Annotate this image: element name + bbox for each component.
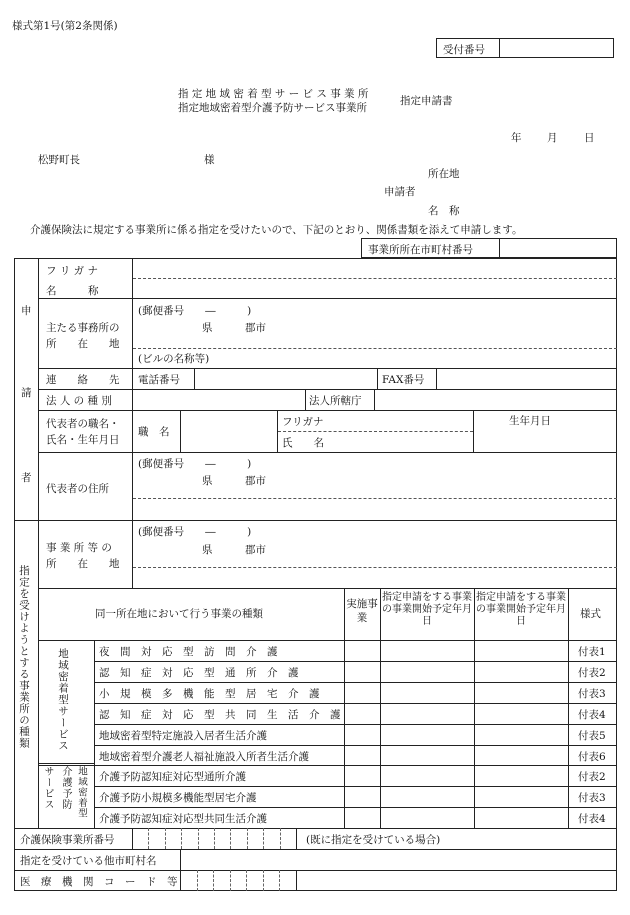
rep-address-city: 郡市 xyxy=(245,475,266,487)
date-month: 月 xyxy=(547,132,558,144)
service-start-date-field[interactable] xyxy=(475,683,567,702)
service-name: 介護予防小規模多機能型居宅介護 xyxy=(99,792,257,804)
job-title-label: 職 名 xyxy=(138,426,170,438)
service-impl-field[interactable] xyxy=(345,766,379,785)
rep-address-label: 代表者の住所 xyxy=(46,483,109,495)
service-form-ref: 付表4 xyxy=(578,813,606,825)
insurance-number-digit[interactable] xyxy=(133,829,147,848)
service-name: 認 知 症 対 応 型 共 同 生 活 介 護 xyxy=(99,709,341,721)
insurance-number-digit[interactable] xyxy=(199,829,213,848)
side-label-sei: 請 xyxy=(21,387,32,399)
service-name: 介護予防認知症対応型通所介護 xyxy=(99,771,246,783)
service-form-ref: 付表1 xyxy=(578,646,606,658)
service-type-header: 同一所在地において行う事業の種類 xyxy=(95,608,263,620)
medical-code-digit[interactable] xyxy=(214,871,229,890)
contact-label: 連 絡 先 xyxy=(46,374,120,386)
service-row xyxy=(95,703,617,724)
applicant-name-label: 名 称 xyxy=(46,285,99,297)
service-start-date-field[interactable] xyxy=(475,641,567,660)
medical-code-digit[interactable] xyxy=(264,871,279,890)
service-start-date-field[interactable] xyxy=(475,746,567,765)
receipt-number-field[interactable] xyxy=(499,39,613,57)
service-name: 小 規 模 多 機 能 型 居 宅 介 護 xyxy=(99,688,320,700)
service-start-date-field[interactable] xyxy=(475,662,567,681)
tel-field[interactable] xyxy=(196,370,376,387)
medical-code-digit[interactable] xyxy=(280,871,295,890)
medical-code-digit[interactable] xyxy=(247,871,262,890)
service-name: 地域密着型介護老人福祉施設入所者生活介護 xyxy=(99,751,309,763)
rep-label-1: 代表者の職名・ xyxy=(46,418,120,430)
form-number: 様式第1号(第2条関係) xyxy=(12,20,118,32)
service-form-ref: 付表4 xyxy=(578,709,606,721)
corp-authority-field[interactable] xyxy=(376,391,616,408)
municipality-number-box xyxy=(361,238,617,258)
job-title-field[interactable] xyxy=(182,412,276,450)
service-form-ref: 付表3 xyxy=(578,688,606,700)
service-impl-field[interactable] xyxy=(345,787,379,806)
service-start-date-field[interactable] xyxy=(475,766,567,785)
service-start-date-field[interactable] xyxy=(475,704,567,723)
main-office-building: (ビルの名称等) xyxy=(138,353,210,365)
medical-code-label: 医 療 機 関 コ ー ド 等 xyxy=(20,876,178,888)
service-row xyxy=(95,724,617,745)
service-start-date-field[interactable] xyxy=(475,725,567,744)
group-community-label: 地域密着型サービス xyxy=(57,648,69,752)
corp-authority-label: 法人所轄庁 xyxy=(309,395,362,407)
office-city: 郡市 xyxy=(245,544,266,556)
office-location-label-1: 事 業 所 等 の xyxy=(46,542,112,554)
service-impl-field[interactable] xyxy=(345,746,379,765)
service-start-date-field[interactable] xyxy=(381,704,473,723)
medical-code-digit[interactable] xyxy=(181,871,196,890)
title-suffix: 指定申請書 xyxy=(400,95,453,107)
service-name: 認 知 症 対 応 型 通 所 介 護 xyxy=(99,667,299,679)
furigana-field[interactable] xyxy=(134,260,616,277)
main-office-pref: 県 xyxy=(202,322,213,334)
rep-furigana-label: フリガナ xyxy=(282,416,324,428)
side-label-shin: 申 xyxy=(21,305,32,317)
date-day: 日 xyxy=(584,132,595,144)
fax-field[interactable] xyxy=(438,370,616,387)
other-municipality-field[interactable] xyxy=(182,851,616,869)
insurance-number-digit[interactable] xyxy=(166,829,180,848)
service-impl-field[interactable] xyxy=(345,704,379,723)
applicant-name-field[interactable] xyxy=(134,280,616,297)
service-start-date-field[interactable] xyxy=(381,662,473,681)
service-form-ref: 付表2 xyxy=(578,771,606,783)
title-line-2: 指定地域密着型介護予防サービス事業所 xyxy=(178,102,367,114)
other-municipality-label: 指定を受けている他市町村名 xyxy=(20,855,157,867)
service-form-ref: 付表6 xyxy=(578,751,606,763)
insurance-number-digit[interactable] xyxy=(182,829,196,848)
insurance-number-digit[interactable] xyxy=(281,829,295,848)
insurance-number-label: 介護保険事業所番号 xyxy=(20,834,115,846)
service-name: 介護予防認知症対応型共同生活介護 xyxy=(99,813,267,825)
application-statement: 介護保険法に規定する事業所に係る指定を受けたいので、下記のとおり、関係書類を添えて申請します。 xyxy=(30,224,523,236)
applicant-label: 申請者 xyxy=(384,186,416,198)
main-office-city: 郡市 xyxy=(245,322,266,334)
service-start-date-field[interactable] xyxy=(475,787,567,806)
service-form-ref: 付表2 xyxy=(578,667,606,679)
start-date-header-1: 指定申請をする事業の事業開始予定年月日 xyxy=(382,592,472,627)
addressee: 松野町長 xyxy=(38,154,80,166)
honorific: 様 xyxy=(204,154,215,166)
medical-code-digit[interactable] xyxy=(198,871,213,890)
service-row xyxy=(95,786,617,807)
insurance-number-digit[interactable] xyxy=(231,829,245,848)
office-postal: (郵便番号 ― ) xyxy=(138,526,252,538)
service-start-date-field[interactable] xyxy=(475,808,567,827)
fax-label: FAX番号 xyxy=(382,374,425,386)
birthdate-label: 生年月日 xyxy=(509,415,551,427)
service-impl-field[interactable] xyxy=(345,725,379,744)
insurance-number-digit[interactable] xyxy=(248,829,262,848)
service-impl-field[interactable] xyxy=(345,662,379,681)
service-form-ref: 付表5 xyxy=(578,730,606,742)
insurance-number-note: (既に指定を受けている場合) xyxy=(306,834,441,846)
main-office-postal: (郵便番号 ― ) xyxy=(138,305,252,317)
insurance-number-digit[interactable] xyxy=(215,829,229,848)
service-start-date-field[interactable] xyxy=(381,683,473,702)
impl-header: 実施事業 xyxy=(346,598,378,624)
office-pref: 県 xyxy=(202,544,213,556)
date-year: 年 xyxy=(511,132,522,144)
main-office-label-1: 主たる事務所の xyxy=(46,322,120,334)
form-header: 様式 xyxy=(580,608,601,620)
service-row xyxy=(95,661,617,682)
main-office-label-2: 所 在 地 xyxy=(46,338,120,350)
corp-type-label: 法 人 の 種 別 xyxy=(46,395,112,407)
medical-code-digit[interactable] xyxy=(231,871,246,890)
service-start-date-field[interactable] xyxy=(381,746,473,765)
service-start-date-field[interactable] xyxy=(381,787,473,806)
name-label: 名 称 xyxy=(428,205,460,217)
service-start-date-field[interactable] xyxy=(381,641,473,660)
service-impl-field[interactable] xyxy=(345,683,379,702)
group-preventive-label-c: サービス xyxy=(42,766,53,810)
service-name: 夜 間 対 応 型 訪 問 介 護 xyxy=(99,646,278,658)
service-row xyxy=(95,807,617,828)
municipality-number-label: 事業所所在市町村番号 xyxy=(368,244,473,256)
service-row xyxy=(95,745,617,766)
group-preventive-label-b: 介護予防 xyxy=(60,766,71,810)
office-location-label-2: 所 在 地 xyxy=(46,558,120,570)
service-form-ref: 付表3 xyxy=(578,792,606,804)
service-row xyxy=(95,765,617,786)
location-label: 所在地 xyxy=(428,168,460,180)
rep-name-label: 氏 名 xyxy=(282,437,324,449)
service-row xyxy=(95,640,617,661)
service-impl-field[interactable] xyxy=(345,641,379,660)
service-start-date-field[interactable] xyxy=(381,808,473,827)
service-start-date-field[interactable] xyxy=(381,725,473,744)
tel-label: 電話番号 xyxy=(138,374,180,386)
insurance-number-digit[interactable] xyxy=(264,829,278,848)
furigana-label: フ リ ガ ナ xyxy=(46,265,99,277)
rep-label-2: 氏名・生年月日 xyxy=(46,434,120,446)
rep-address-postal: (郵便番号 ― ) xyxy=(138,458,252,470)
corp-type-field[interactable] xyxy=(134,391,304,408)
service-name: 地域密着型特定施設入居者生活介護 xyxy=(99,730,267,742)
office-side-label: 指定を受けようとする事業所の種類 xyxy=(18,565,30,749)
service-start-date-field[interactable] xyxy=(381,766,473,785)
insurance-number-digit[interactable] xyxy=(149,829,163,848)
side-label-sha: 者 xyxy=(21,472,32,484)
start-date-header-2: 指定申請をする事業の事業開始予定年月日 xyxy=(476,592,566,627)
service-impl-field[interactable] xyxy=(345,808,379,827)
group-preventive-label-a: 地域密着型 xyxy=(76,766,87,819)
receipt-label: 受付番号 xyxy=(443,44,485,56)
title-line-1: 指 定 地 域 密 着 型 サ ー ビ ス 事 業 所 xyxy=(178,88,369,100)
service-row xyxy=(95,682,617,703)
rep-address-pref: 県 xyxy=(202,475,213,487)
